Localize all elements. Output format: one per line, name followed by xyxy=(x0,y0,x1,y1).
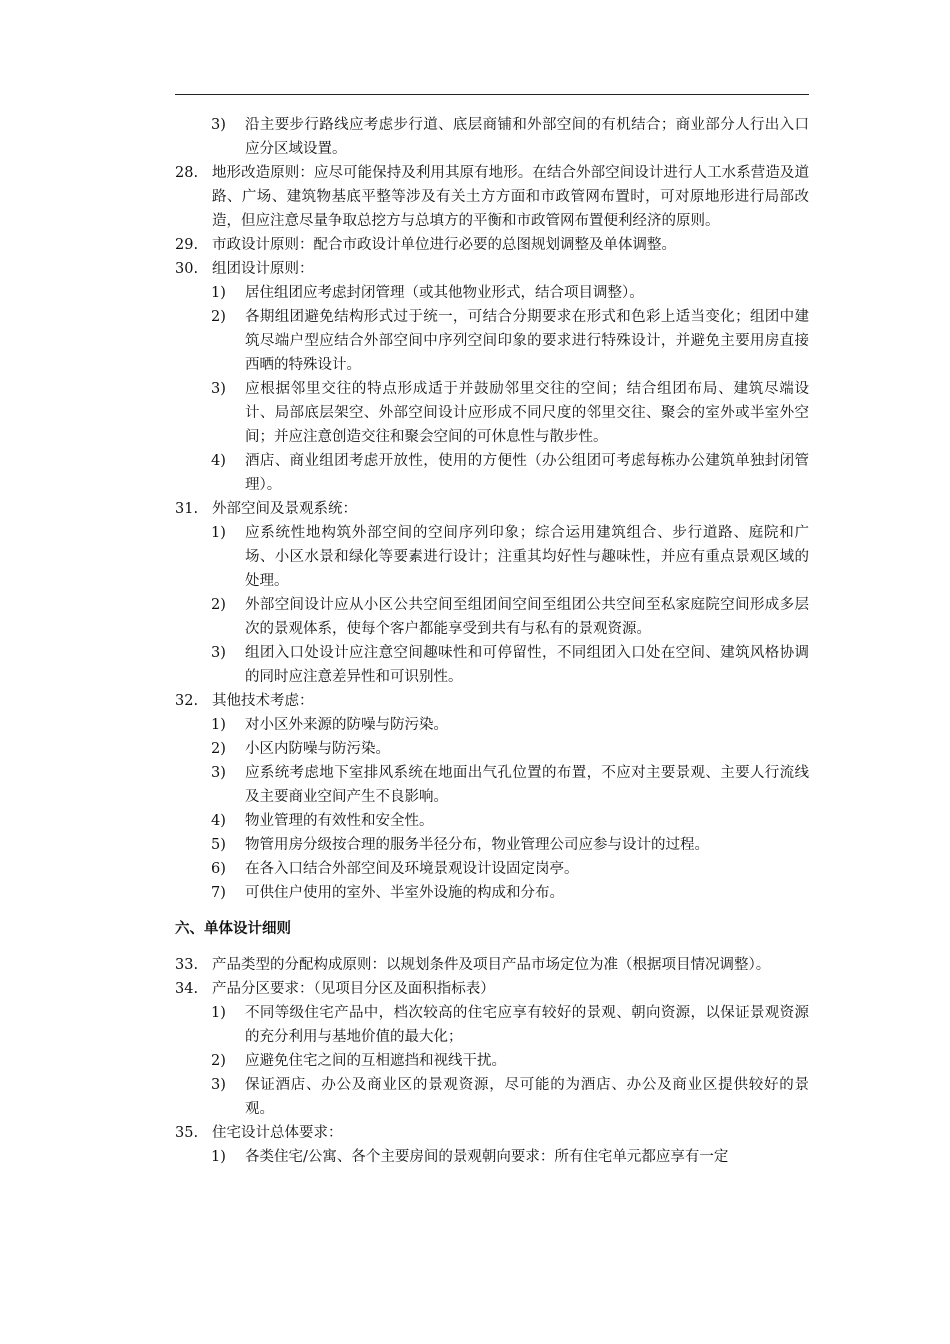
sub-clause xyxy=(175,305,809,377)
clause-number: 35. xyxy=(175,1125,199,1141)
sub-clause-text: 组团入口处设计应注意空间趣味性和可停留性，不同组团入口处在空间、建筑风格协调的同时应注意差异性和可识别性。 xyxy=(245,645,809,685)
sub-clause-text: 在各入口结合外部空间及环境景观设计设固定岗亭。 xyxy=(245,861,579,877)
header-rule xyxy=(175,94,809,95)
clause-text: 产品类型的分配构成原则：以规划条件及项目产品市场定位为准（根据项目情况调整）。 xyxy=(212,957,771,973)
sub-clause-number: 3) xyxy=(211,381,226,397)
sub-clause xyxy=(175,1049,809,1073)
sub-clause xyxy=(175,809,809,833)
sub-clause-number: 4) xyxy=(211,813,226,829)
sub-clause-number: 5) xyxy=(211,837,226,853)
section-heading: 六、单体设计细则 xyxy=(175,921,291,937)
sub-clause xyxy=(175,1001,809,1049)
sub-clause-number: 3) xyxy=(211,645,226,661)
sub-clause-text: 应系统性地构筑外部空间的空间序列印象；综合运用建筑组合、步行道路、庭院和广场、小区水景和绿化等要素进行设计；注重其均好性与趣味性，并应有重点景观区域的处理。 xyxy=(245,525,809,589)
sub-clause-text: 物业管理的有效性和安全性。 xyxy=(245,813,434,829)
sub-clause-text: 应避免住宅之间的互相遮挡和视线干扰。 xyxy=(245,1053,506,1069)
sub-clause xyxy=(175,113,809,161)
sub-clause-number: 1) xyxy=(211,525,226,541)
sub-clause-number: 2) xyxy=(211,741,226,757)
clause-number: 31. xyxy=(175,501,199,517)
sub-clause-number: 7) xyxy=(211,885,226,901)
numbered-clause xyxy=(175,1121,809,1145)
numbered-clause xyxy=(175,953,809,977)
clause-text: 产品分区要求：（见项目分区及面积指标表） xyxy=(212,981,495,997)
sub-clause xyxy=(175,281,809,305)
sub-clause xyxy=(175,737,809,761)
sub-clause-number: 2) xyxy=(211,1053,226,1069)
sub-clause-number: 1) xyxy=(211,1149,226,1165)
clause-text: 地形改造原则：应尽可能保持及利用其原有地形。在结合外部空间设计进行人工水系营造及道路、广场、建筑物基底平整等涉及有关土方方面和市政管网布置时，可对原地形进行局部改造，但应注意尽量争取总挖方与总填方的平衡和市政管网布置便利经济的原则。 xyxy=(212,165,809,229)
sub-clause-number: 1) xyxy=(211,1005,226,1021)
numbered-clause xyxy=(175,977,809,1001)
clause-text: 外部空间及景观系统： xyxy=(212,501,357,517)
sub-clause-text: 各类住宅/公寓、各个主要房间的景观朝向要求：所有住宅单元都应享有一定 xyxy=(245,1149,729,1165)
sub-clause xyxy=(175,881,809,905)
sub-clause xyxy=(175,833,809,857)
sub-clause xyxy=(175,593,809,641)
numbered-clause xyxy=(175,233,809,257)
numbered-clause xyxy=(175,689,809,713)
sub-clause xyxy=(175,1145,809,1169)
sub-clause-number: 1) xyxy=(211,285,226,301)
clause-text: 其他技术考虑： xyxy=(212,693,314,709)
sub-clause-number: 1) xyxy=(211,717,226,733)
numbered-clause xyxy=(175,257,809,281)
sub-clause-text: 可供住户使用的室外、半室外设施的构成和分布。 xyxy=(245,885,564,901)
sub-clause-text: 酒店、商业组团考虑开放性，使用的方便性（办公组团可考虑每栋办公建筑单独封闭管理）。 xyxy=(245,453,809,493)
sub-clause-text: 小区内防噪与防污染。 xyxy=(245,741,390,757)
sub-clause xyxy=(175,377,809,449)
numbered-clause xyxy=(175,497,809,521)
sub-clause xyxy=(175,641,809,689)
sub-clause-number: 3) xyxy=(211,1077,226,1093)
clause-number: 28. xyxy=(175,165,199,181)
clause-text: 住宅设计总体要求： xyxy=(212,1125,343,1141)
clause-text: 市政设计原则：配合市政设计单位进行必要的总图规划调整及单体调整。 xyxy=(212,237,676,253)
sub-clause-text: 对小区外来源的防噪与防污染。 xyxy=(245,717,448,733)
sub-clause-number: 2) xyxy=(211,309,226,325)
clause-number: 29. xyxy=(175,237,199,253)
clause-number: 32. xyxy=(175,693,199,709)
sub-clause-text: 各期组团避免结构形式过于统一，可结合分期要求在形式和色彩上适当变化；组团中建筑尽端户型应结合外部空间中序列空间印象的要求进行特殊设计，并避免主要用房直接西晒的特殊设计。 xyxy=(245,309,809,373)
sub-clause-text: 应根据邻里交往的特点形成适于并鼓励邻里交往的空间；结合组团布局、建筑尽端设计、局部底层架空、外部空间设计应形成不同尺度的邻里交往、聚会的室外或半室外空间；并应注意创造交往和聚会空间的可休息性与散步性。 xyxy=(245,381,809,445)
sub-clause-number: 6) xyxy=(211,861,226,877)
sub-clause-text: 应系统考虑地下室排风系统在地面出气孔位置的布置，不应对主要景观、主要人行流线及主要商业空间产生不良影响。 xyxy=(245,765,809,805)
sub-clause-text: 保证酒店、办公及商业区的景观资源，尽可能的为酒店、办公及商业区提供较好的景观。 xyxy=(245,1077,809,1117)
document-body xyxy=(175,113,809,1169)
sub-clause-text: 不同等级住宅产品中，档次较高的住宅应享有较好的景观、朝向资源，以保证景观资源的充分利用与基地价值的最大化； xyxy=(245,1005,809,1045)
sub-clause xyxy=(175,449,809,497)
clause-number: 34. xyxy=(175,981,199,997)
sub-clause-text: 居住组团应考虑封闭管理（或其他物业形式，结合项目调整）。 xyxy=(245,285,644,301)
sub-clause-number: 3) xyxy=(211,117,226,133)
sub-clause-number: 3) xyxy=(211,765,226,781)
sub-clause xyxy=(175,857,809,881)
sub-clause-text: 物管用房分级按合理的服务半径分布，物业管理公司应参与设计的过程。 xyxy=(245,837,709,853)
sub-clause xyxy=(175,713,809,737)
sub-clause-number: 4) xyxy=(211,453,226,469)
sub-clause xyxy=(175,521,809,593)
sub-clause xyxy=(175,761,809,809)
sub-clause-text: 外部空间设计应从小区公共空间至组团间空间至组团公共空间至私家庭院空间形成多层次的景观体系，使每个客户都能享受到共有与私有的景观资源。 xyxy=(245,597,809,637)
clause-number: 33. xyxy=(175,957,199,973)
clause-text: 组团设计原则： xyxy=(212,261,314,277)
sub-clause-number: 2) xyxy=(211,597,226,613)
numbered-clause xyxy=(175,161,809,233)
clause-number: 30. xyxy=(175,261,199,277)
sub-clause-text: 沿主要步行路线应考虑步行道、底层商铺和外部空间的有机结合；商业部分人行出入口应分区域设置。 xyxy=(245,117,809,157)
sub-clause xyxy=(175,1073,809,1121)
